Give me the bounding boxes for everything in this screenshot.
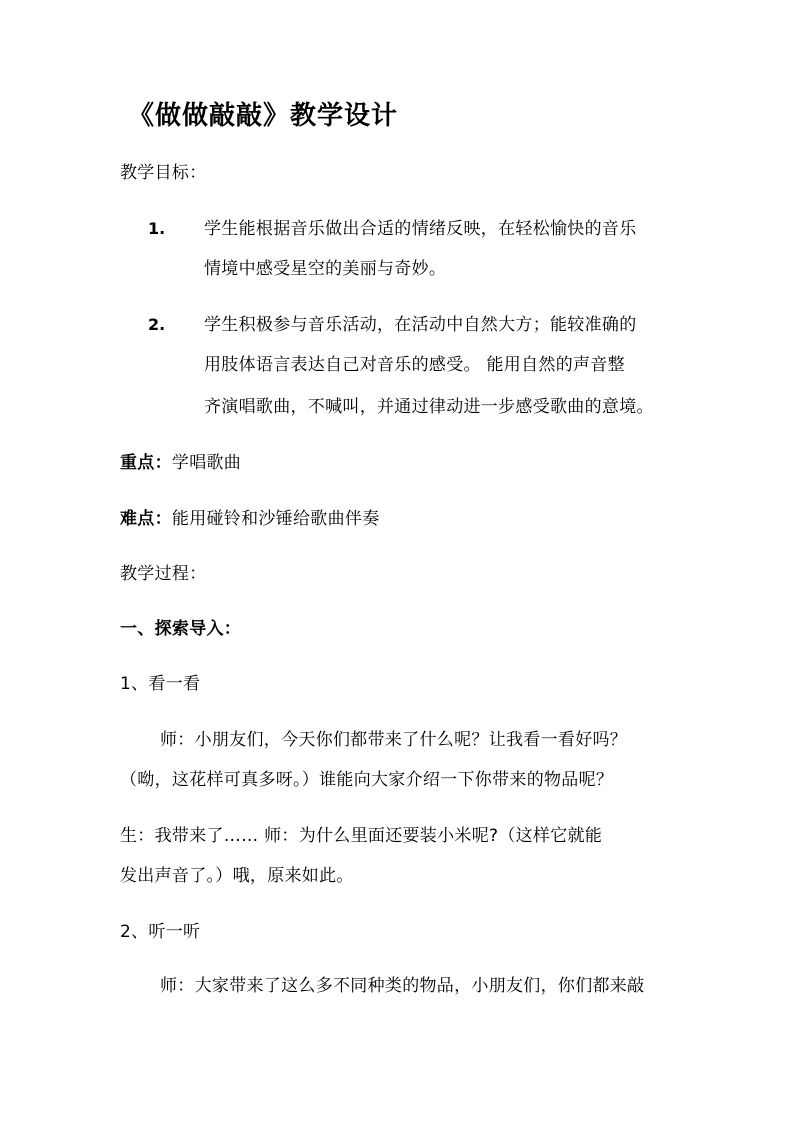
objective-2-number: 2. (148, 315, 166, 334)
step-1-dialogue-line-1: 生：我带来了…… 师：为什么里面还要装小米呢?（这样它就能 (120, 826, 603, 846)
objective-2-line-2: 用肢体语言表达自己对音乐的感受。 能用自然的声音整 (204, 355, 625, 375)
difficulty (120, 508, 380, 530)
step-1-paragraph-line-1: 师：小朋友们，今天你们都带来了什么呢？让我看一看好吗？ (160, 730, 628, 750)
objectives-heading: 教学目标： (120, 163, 207, 183)
key-point-label: 重点： (120, 453, 172, 473)
difficulty-label: 难点： (120, 509, 172, 529)
objective-2-line-3: 齐演唱歌曲，不喊叫，并通过律动进一步感受歌曲的意境。 (204, 397, 654, 417)
difficulty-text: 能用碰铃和沙锤给歌曲伴奏 (171, 509, 380, 529)
objective-2-line-1: 学生积极参与音乐活动，在活动中自然大方；能较准确的 (204, 315, 637, 335)
step-2-heading: 2、听一听 (120, 922, 201, 942)
key-point-text: 学唱歌曲 (171, 453, 242, 473)
key-point (120, 452, 241, 474)
step-1-paragraph-line-2: （呦，这花样可真多呀。）谁能向大家介绍一下你带来的物品呢？ (120, 770, 614, 790)
document-title: 《做做敲敲》教学设计 (128, 101, 399, 131)
step-1-dialogue-line-2: 发出声音了。）哦，原来如此。 (120, 866, 354, 886)
process-heading: 教学过程： (120, 564, 207, 584)
step-2-paragraph-line-1: 师：大家带来了这么多不同种类的物品，小朋友们，你们都来敲 (160, 976, 645, 996)
objective-1-line-2: 情境中感受星空的美丽与奇妙。 (204, 259, 447, 279)
section-1-heading: 一、探索导入： (120, 619, 242, 639)
objective-1-line-1: 学生能根据音乐做出合适的情绪反映，在轻松愉快的音乐 (204, 219, 637, 239)
step-1-heading: 1、看一看 (120, 674, 201, 694)
objective-1-number: 1. (148, 219, 166, 238)
